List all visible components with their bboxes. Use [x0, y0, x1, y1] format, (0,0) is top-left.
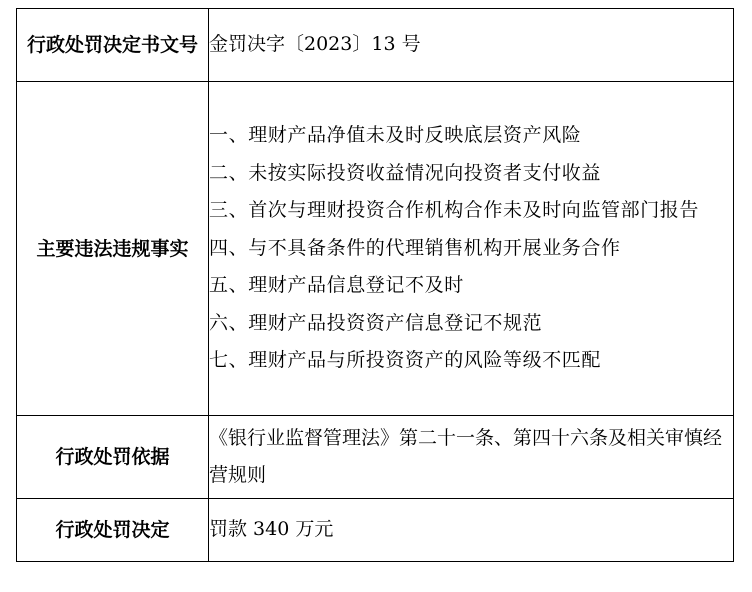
- violation-item: 七、理财产品与所投资资产的风险等级不匹配: [209, 349, 602, 372]
- table-row: [17, 499, 734, 562]
- row-content-legal-basis: [209, 416, 734, 499]
- penalty-info-table: [16, 8, 734, 562]
- row-label-document-number: 行政处罚决定书文号: [17, 9, 209, 82]
- row-label-violations: 主要违法违规事实: [17, 82, 209, 416]
- row-label-decision: 行政处罚决定: [17, 499, 209, 562]
- table-row: [17, 416, 734, 499]
- violation-item: 一、理财产品净值未及时反映底层资产风险: [209, 124, 582, 147]
- row-content-document-number: [209, 9, 734, 82]
- row-label-legal-basis: 行政处罚依据: [17, 416, 209, 499]
- row-content-violations: [209, 82, 734, 416]
- document-number-text: 金罚决字〔2023〕13 号: [209, 33, 421, 56]
- violation-item: 五、理财产品信息登记不及时: [209, 274, 464, 297]
- table-row: [17, 9, 734, 82]
- row-content-decision: [209, 499, 734, 562]
- violation-item: 二、未按实际投资收益情况向投资者支付收益: [209, 161, 602, 184]
- violation-item: 四、与不具备条件的代理销售机构开展业务合作: [209, 236, 621, 259]
- decision-text: 罚款 340 万元: [209, 518, 334, 541]
- table-row: [17, 82, 734, 416]
- violation-item: 三、首次与理财投资合作机构合作未及时向监管部门报告: [209, 199, 700, 222]
- legal-basis-text: 《银行业监督管理法》第二十一条、第四十六条及相关审慎经营规则: [209, 426, 723, 486]
- violation-item: 六、理财产品投资资产信息登记不规范: [209, 311, 543, 334]
